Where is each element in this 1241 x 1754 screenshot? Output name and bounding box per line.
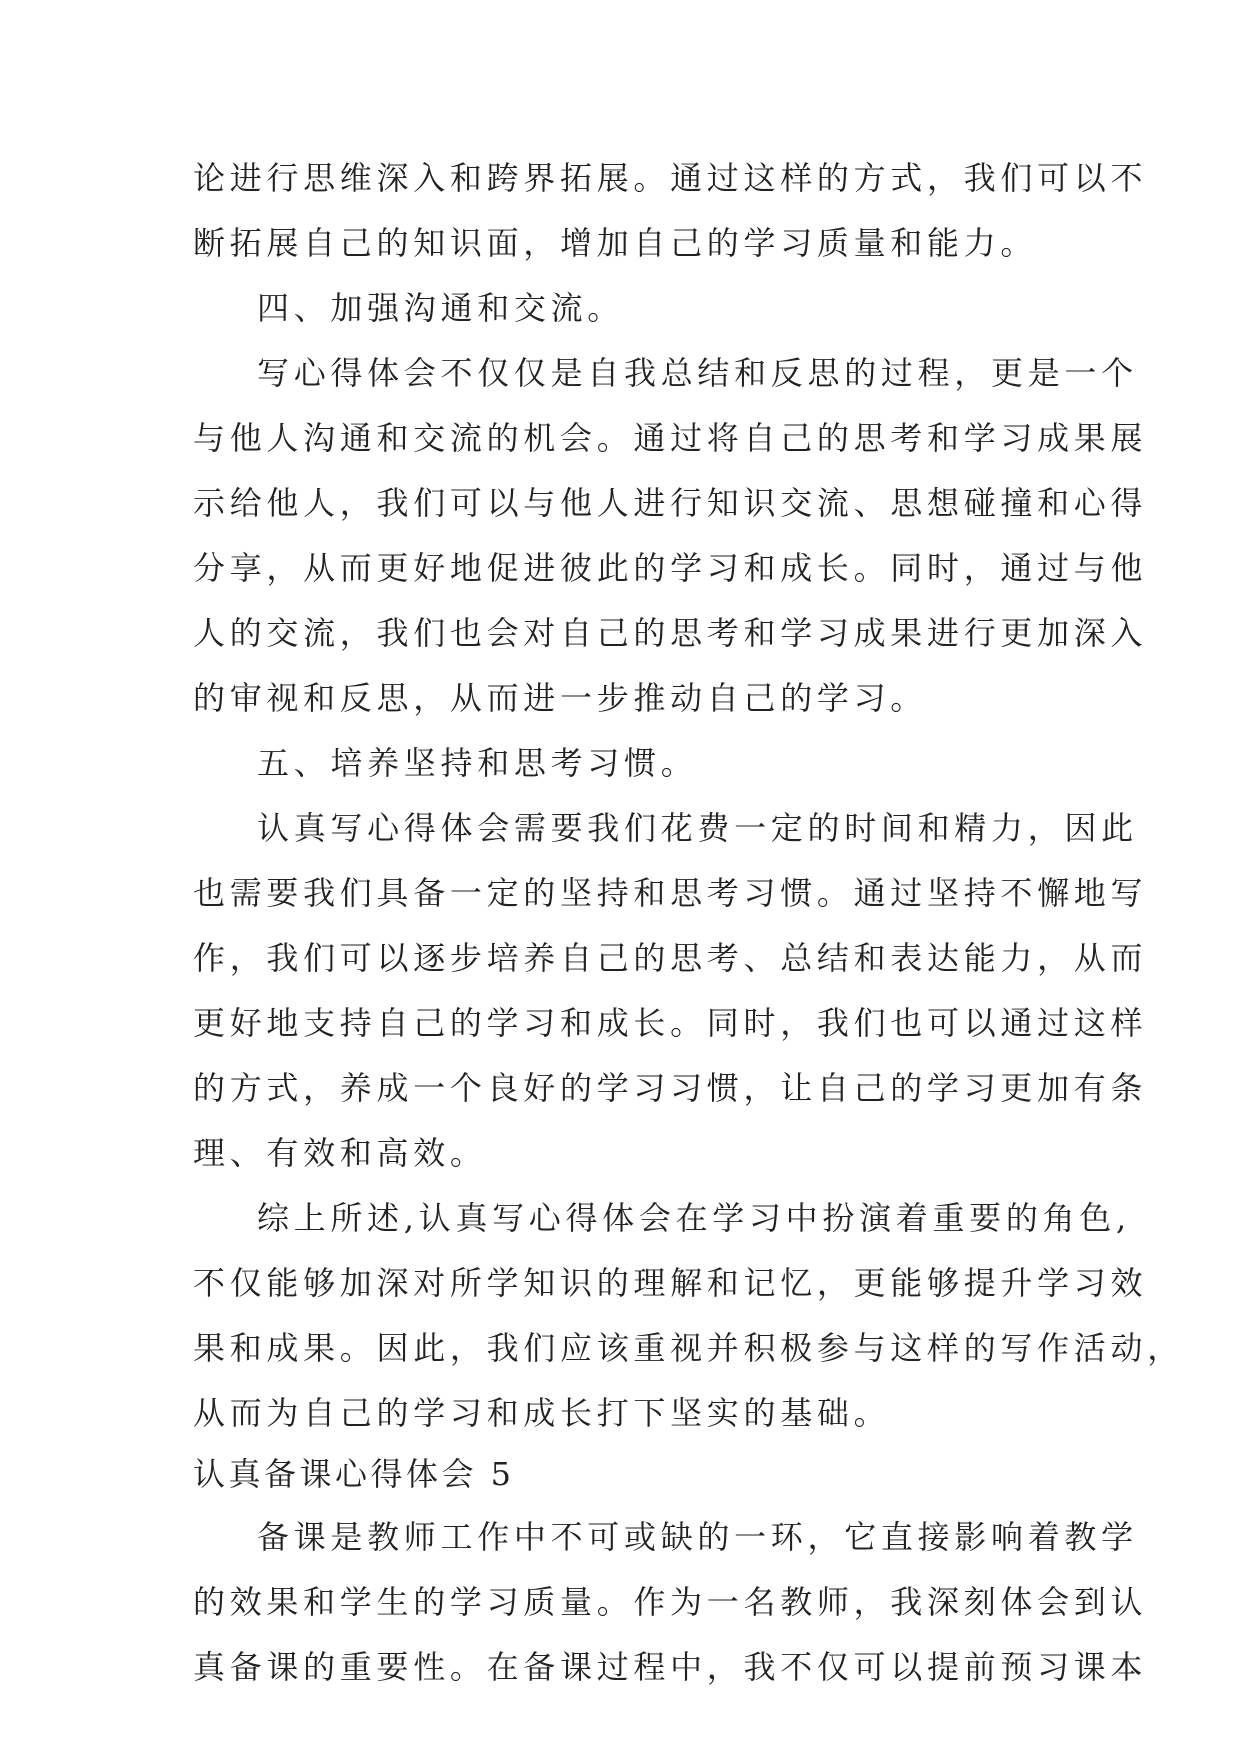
text-line: 与他人沟通和交流的机会。通过将自己的思考和学习成果展 bbox=[193, 419, 1148, 457]
text-line: 人的交流，我们也会对自己的思考和学习成果进行更加深入 bbox=[193, 614, 1148, 652]
text-line: 不仅能够加深对所学知识的理解和记忆，更能够提升学习效 bbox=[193, 1264, 1148, 1302]
text-line: 更好地支持自己的学习和成长。同时，我们也可以通过这样 bbox=[193, 1004, 1148, 1042]
text-line: 理、有效和高效。 bbox=[193, 1134, 487, 1172]
text-line: 的效果和学生的学习质量。作为一名教师，我深刻体会到认 bbox=[193, 1583, 1148, 1621]
text-line: 从而为自己的学习和成长打下坚实的基础。 bbox=[193, 1394, 891, 1432]
text-line: 备课是教师工作中不可或缺的一环，它直接影响着教学 bbox=[257, 1518, 1138, 1556]
text-line: 的方式，养成一个良好的学习习惯，让自己的学习更加有条 bbox=[193, 1069, 1148, 1107]
text-line: 分享，从而更好地促进彼此的学习和成长。同时，通过与他 bbox=[193, 549, 1148, 587]
text-line: 论进行思维深入和跨界拓展。通过这样的方式，我们可以不 bbox=[193, 159, 1148, 197]
text-line: 综上所述,认真写心得体会在学习中扮演着重要的角色, bbox=[257, 1199, 1131, 1237]
section-heading: 五、培养坚持和思考习惯。 bbox=[257, 744, 698, 782]
text-line: 也需要我们具备一定的坚持和思考习惯。通过坚持不懈地写 bbox=[193, 874, 1148, 912]
text-line: 断拓展自己的知识面，增加自己的学习质量和能力。 bbox=[193, 224, 1038, 262]
text-line: 写心得体会不仅仅是自我总结和反思的过程，更是一个 bbox=[257, 354, 1138, 392]
text-line: 示给他人，我们可以与他人进行知识交流、思想碰撞和心得 bbox=[193, 484, 1148, 522]
text-line: 作，我们可以逐步培养自己的思考、总结和表达能力，从而 bbox=[193, 939, 1148, 977]
text-line: 认真写心得体会需要我们花费一定的时间和精力，因此 bbox=[257, 809, 1138, 847]
text-line: 果和成果。因此，我们应该重视并积极参与这样的写作活动， bbox=[193, 1329, 1184, 1367]
text-line: 真备课的重要性。在备课过程中，我不仅可以提前预习课本 bbox=[193, 1648, 1148, 1686]
section-title: 认真备课心得体会 5 bbox=[193, 1455, 515, 1493]
section-heading: 四、加强沟通和交流。 bbox=[257, 289, 625, 327]
text-line: 的审视和反思，从而进一步推动自己的学习。 bbox=[193, 679, 928, 717]
